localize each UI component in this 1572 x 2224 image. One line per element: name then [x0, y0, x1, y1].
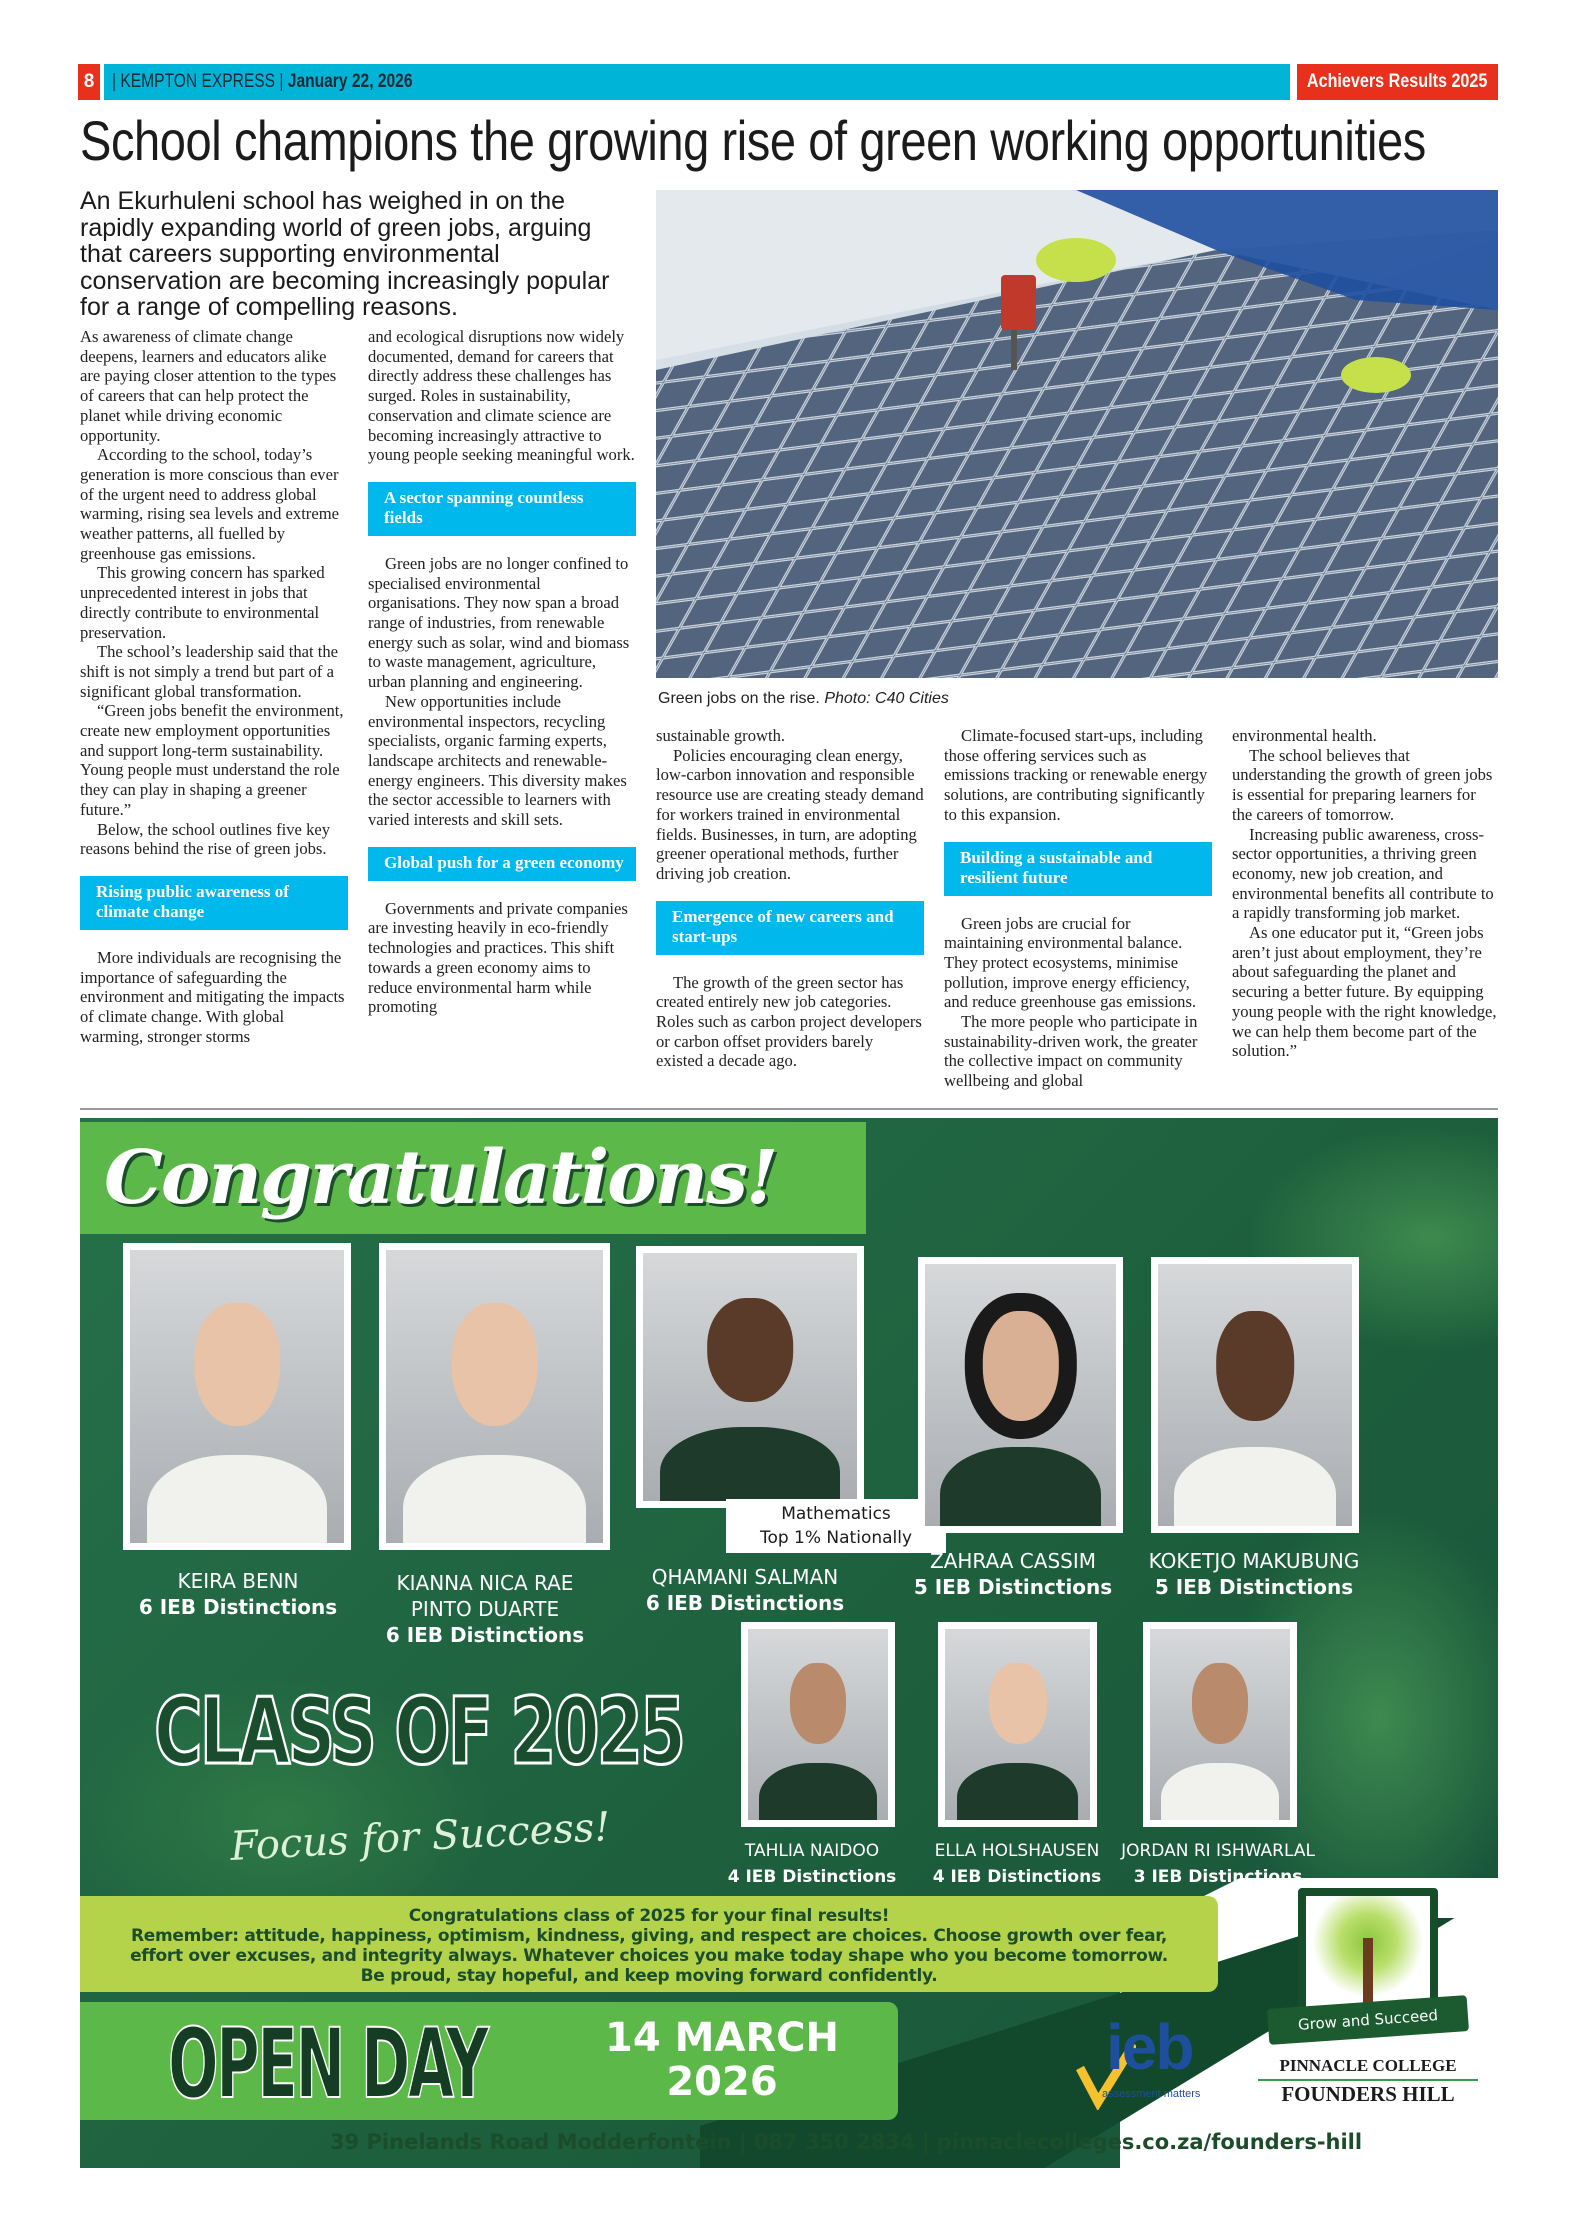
student-photo-jordan — [1143, 1622, 1297, 1827]
paragraph: More individuals are recognising the importance of safeguarding the environment and mitigating the impacts of climate change. With global warming, stronger storms — [80, 947, 345, 1046]
section-divider — [80, 1108, 1498, 1110]
ieb-logo-text: ieb — [1106, 2011, 1193, 2083]
article-column-1 — [80, 327, 348, 1047]
issue-date: January 22, 2026 — [287, 71, 413, 92]
paragraph: Increasing public awareness, cross-sector opportunities, a thriving green economy, new job creation, and environmental benefits all contribute to a rapidly transforming job market. — [1232, 824, 1494, 923]
paragraph: As one educator put it, “Green jobs aren’t just about employment, they’re about safeguarding the planet and securing a better future. By equipping young people with the right knowledge, we can help them become part of the solution.” — [1232, 923, 1497, 1061]
paragraph: Green jobs are no longer confined to specialised environmental organisations. They now span a broad range of industries, from renewable energy such as solar, wind and biomass to waste management, agriculture, urban planning and engineering. — [368, 553, 630, 692]
section-label — [1297, 64, 1498, 100]
ieb-logo — [1076, 2010, 1218, 2110]
contact-details: 39 Pinelands Road Modderfontein | 087 350 2834 | pinnaclecolleges.co.za/founders-hill — [330, 2130, 1363, 2154]
paragraph: Below, the school outlines five key reasons behind the rise of green jobs. — [80, 819, 331, 859]
student-name-kianna: KIANNA NICA RAE PINTO DUARTE 6 IEB Distinctions — [385, 1571, 585, 1647]
school-advert — [80, 1118, 1498, 2168]
banner-text: Congratulations! — [104, 1135, 777, 1221]
student-name-tahlia: TAHLIA NAIDOO 4 IEB Distinctions — [727, 1841, 897, 1887]
subheading: A sector spanning countless fields — [368, 482, 636, 536]
paragraph: The school’s leadership said that the shift is not simply a trend but part of a significant global transformation. — [80, 642, 339, 701]
article-column-4 — [944, 726, 1212, 1091]
paragraph: Green jobs are crucial for maintaining environmental balance. They protect ecosystems, minimise pollution, improve energy efficiency, and reduce greenhouse gas emissions. — [944, 913, 1197, 1012]
achievement-badge — [726, 1499, 946, 1553]
congratulations-banner — [80, 1122, 866, 1234]
ieb-tagline: assessment matters — [1102, 2088, 1201, 2100]
article-column-5 — [1232, 726, 1500, 1061]
paragraph: This growing concern has sparked unprecedented interest in jobs that directly contribute to environmental preservation. — [80, 563, 325, 642]
publication-name: | KEMPTON EXPRESS | — [112, 71, 284, 92]
paragraph: The school believes that understanding the growth of green jobs is essential for preparing learners for the careers of tomorrow. — [1232, 745, 1493, 824]
message-line: effort over excuses, and integrity always. Whatever choices you make today shape who you become tomorrow. — [130, 1946, 1168, 1966]
paragraph: The more people who participate in sustainability-driven work, the greater the collective impact on community wellbeing and global — [944, 1012, 1198, 1091]
student-name-jordan: JORDAN RI ISHWARLAL 3 IEB Distinctions — [1121, 1841, 1315, 1887]
school-motto: Grow and Succeed — [1267, 1995, 1469, 2045]
article-column-2 — [368, 327, 636, 1017]
student-photo-ella — [938, 1622, 1097, 1827]
photo-credit: Photo: C40 Cities — [824, 690, 949, 707]
headline: School champions the growing rise of green working opportunities — [80, 109, 1426, 172]
student-photo-tahlia — [741, 1622, 895, 1827]
student-photo-keira — [123, 1243, 351, 1550]
open-day-banner — [80, 2002, 898, 2120]
student-photo-koketjo — [1151, 1257, 1359, 1533]
page-number: 8 — [78, 64, 100, 100]
paragraph: Policies encouraging clean energy, low-carbon innovation and responsible resource use are creating steady demand for workers trained in environmental fields. Businesses, in turn, are adopting greener operational methods, further driving job creation. — [656, 745, 924, 883]
paragraph: According to the school, today’s generation is more conscious than ever of the urgent need to address global warming, rising sea levels and extreme weather patterns, all fuelled by greenhouse gas emissions. — [80, 445, 339, 563]
message-line: Be proud, stay hopeful, and keep moving forward confidently. — [360, 1966, 938, 1986]
congratulations-message — [80, 1896, 1218, 1992]
paragraph: The growth of the green sector has created entirely new job categories. Roles such as carbon project developers or carbon offset providers barely existed a decade ago. — [656, 972, 922, 1071]
paragraph: Climate-focused start-ups, including those offering services such as emissions tracking or renewable energy solutions, are contributing significantly to this expansion. — [944, 726, 1208, 824]
paragraph: environmental health. — [1232, 726, 1377, 745]
student-photo-zahraa — [918, 1257, 1123, 1533]
student-name-qhamani: QHAMANI SALMAN 6 IEB Distinctions — [645, 1565, 845, 1615]
solar-panel-photo — [656, 190, 1498, 678]
message-line: Remember: attitude, happiness, optimism, kindness, giving, and respect are choices. Choose growth over fear, — [130, 1926, 1168, 1946]
subheading: Emergence of new careers and start-ups — [656, 901, 924, 955]
paragraph: As awareness of climate change deepens, learners and educators alike are paying closer attention to the types of careers that can help protect the planet while driving economic opportunity. — [80, 327, 337, 445]
tree-trunk — [1363, 1938, 1373, 2008]
paragraph: and ecological disruptions now widely documented, demand for careers that directly address these challenges has surged. Roles in sustainability, conservation and climate science are becoming increasingly attractive to young people seeking meaningful work. — [368, 327, 635, 465]
caption-text: Green jobs on the rise. — [658, 690, 820, 707]
open-day-date: 14 MARCH 2026 — [605, 2015, 839, 2105]
student-name-keira: KEIRA BENN 6 IEB Distinctions — [138, 1569, 338, 1619]
school-campus: FOUNDERS HILL — [1281, 2082, 1455, 2106]
student-photo-kianna — [379, 1243, 610, 1550]
photo-caption — [658, 690, 949, 708]
student-name-ella: ELLA HOLSHAUSEN 4 IEB Distinctions — [932, 1841, 1102, 1887]
paragraph: Governments and private companies are investing heavily in eco-friendly technologies and practices. This shift towards a green economy aims to reduce environmental harm while promoting — [368, 898, 628, 1017]
tagline: Focus for Success! — [229, 1804, 612, 1870]
open-day-title: OPEN DAY — [168, 2008, 487, 2120]
school-name: PINNACLE COLLEGE — [1258, 2056, 1478, 2081]
article-column-3 — [656, 726, 924, 1071]
paragraph: “Green jobs benefit the environment, create new employment opportunities and support long-term sustainability. Young people must understand the role they can play in shaping a greener future.” — [80, 701, 344, 819]
class-of-2025-title: CLASS OF 2025 — [154, 1678, 684, 1785]
standfirst: An Ekurhuleni school has weighed in on the rapidly expanding world of green jobs, arguing that careers supporting environmental conservation are becoming increasingly popular for a range of compelling reasons. — [80, 187, 610, 321]
subheading: Global push for a green economy — [368, 847, 636, 881]
masthead-bar — [104, 64, 1290, 100]
section-label-text: Achievers Results 2025 — [1307, 71, 1488, 92]
message-line: Congratulations class of 2025 for your final results! — [408, 1906, 890, 1926]
badge-line-1: Mathematics — [781, 1504, 891, 1524]
student-photo-qhamani — [636, 1246, 864, 1508]
student-name-zahraa: ZAHRAA CASSIM 5 IEB Distinctions — [913, 1549, 1113, 1599]
student-name-koketjo: KOKETJO MAKUBUNG 5 IEB Distinctions — [1148, 1549, 1360, 1599]
solar-panel-image — [656, 190, 1498, 678]
subheading: Rising public awareness of climate change — [80, 876, 348, 930]
paragraph: New opportunities include environmental inspectors, recycling specialists, organic farming experts, landscape architects and renewable-energy engineers. This diversity makes the sector accessible to learners with varied interests and skill sets. — [368, 691, 627, 830]
badge-line-2: Top 1% Nationally — [759, 1528, 913, 1548]
subheading: Building a sustainable and resilient future — [944, 842, 1212, 896]
paragraph: sustainable growth. — [656, 726, 786, 745]
school-crest-logo — [1258, 1878, 1478, 2126]
